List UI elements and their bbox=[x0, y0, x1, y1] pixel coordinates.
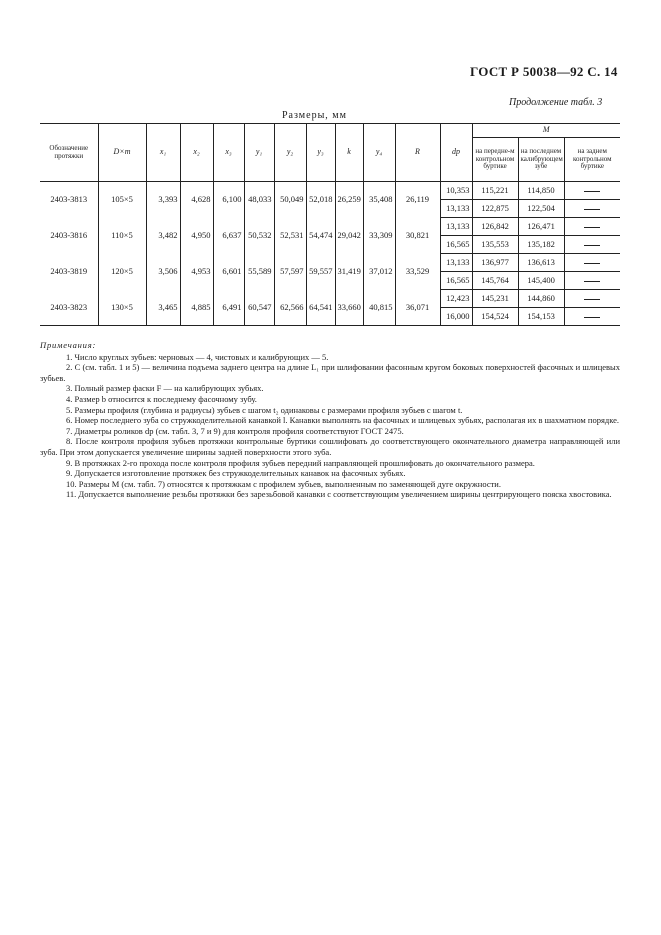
cell-dp: 12,423 bbox=[440, 290, 472, 308]
cell-dp: 16,565 bbox=[440, 236, 472, 254]
cell-dp: 16,000 bbox=[440, 308, 472, 326]
cell-m1: 145,231 bbox=[472, 290, 518, 308]
table-header-row bbox=[40, 124, 620, 138]
col-dm: D×m bbox=[98, 124, 146, 182]
note-item: 9. Допускается изготовление протяжек без стружкоделительных канавок на фасочных зубьях. bbox=[66, 468, 406, 479]
cell-dp: 13,133 bbox=[440, 200, 472, 218]
cell-m1: 126,842 bbox=[472, 218, 518, 236]
cell-r: 26,119 bbox=[395, 182, 440, 218]
col-m-front-collar: на передне-м контрольном буртике bbox=[472, 138, 518, 182]
cell-dp: 10,353 bbox=[440, 182, 472, 200]
cell-x2: 4,950 bbox=[180, 218, 213, 254]
col-dp: dp bbox=[440, 124, 472, 182]
cell-m1: 135,553 bbox=[472, 236, 518, 254]
table-continuation-label: Продолжение табл. 3 bbox=[509, 97, 603, 108]
cell-y2: 50,049 bbox=[274, 182, 306, 218]
cell-y3: 52,018 bbox=[306, 182, 335, 218]
cell-dp: 13,133 bbox=[440, 254, 472, 272]
dash-mark bbox=[584, 317, 600, 318]
cell-m1: 154,524 bbox=[472, 308, 518, 326]
cell-k: 31,419 bbox=[335, 254, 363, 290]
cell-y3: 64,541 bbox=[306, 290, 335, 326]
col-k: k bbox=[335, 124, 363, 182]
dash-mark bbox=[584, 281, 600, 282]
col-x3: x₃ bbox=[213, 124, 244, 182]
cell-r: 36,071 bbox=[395, 290, 440, 326]
cell-y2: 52,531 bbox=[274, 218, 306, 254]
dimensions-caption: Размеры, мм bbox=[282, 110, 347, 121]
note-item: 11. Допускается выполнение резьбы протяжки без зарезьбовой канавки с соответствующим увеличением ширины центрирующего пояска хвостовика. bbox=[66, 489, 612, 500]
cell-m2: 114,850 bbox=[518, 182, 564, 200]
note-item: 7. Диаметры роликов dp (см. табл. 3, 7 и 9) для контроля профиля соответствуют ГОСТ 2475. bbox=[66, 425, 404, 436]
cell-m2: 122,504 bbox=[518, 200, 564, 218]
note-item: 4. Размер b относится к последнему фасочному зубу. bbox=[66, 393, 257, 404]
col-y1: y₁ bbox=[244, 124, 274, 182]
cell-x2: 4,885 bbox=[180, 290, 213, 326]
dash-mark bbox=[584, 245, 600, 246]
col-r: R bbox=[395, 124, 440, 182]
cell-x1: 3,506 bbox=[146, 254, 180, 290]
cell-m3 bbox=[564, 308, 620, 326]
cell-designation: 2403-3823 bbox=[40, 290, 98, 326]
cell-x3: 6,100 bbox=[213, 182, 244, 218]
table-row bbox=[40, 218, 620, 236]
cell-m1: 122,875 bbox=[472, 200, 518, 218]
note-item: 8. После контроля профиля зубьев протяжки контрольные буртики сошлифовать до соответствующего окончательного диаметра направляющей или зуба. При этом допускается увеличение ширины задней поверхности этого зуба. bbox=[40, 436, 620, 457]
cell-y3: 54,474 bbox=[306, 218, 335, 254]
cell-dm: 120×5 bbox=[98, 254, 146, 290]
cell-k: 33,660 bbox=[335, 290, 363, 326]
cell-m2: 126,471 bbox=[518, 218, 564, 236]
cell-y4: 33,309 bbox=[363, 218, 395, 254]
cell-y2: 57,597 bbox=[274, 254, 306, 290]
col-m-rear-collar: на заднем контрольном буртике bbox=[564, 138, 620, 182]
cell-m3 bbox=[564, 272, 620, 290]
cell-y2: 62,566 bbox=[274, 290, 306, 326]
cell-y1: 48,033 bbox=[244, 182, 274, 218]
dimensions-table bbox=[40, 123, 620, 326]
table-row bbox=[40, 254, 620, 272]
cell-y1: 55,589 bbox=[244, 254, 274, 290]
cell-x3: 6,601 bbox=[213, 254, 244, 290]
cell-y1: 50,532 bbox=[244, 218, 274, 254]
col-y3: y₃ bbox=[306, 124, 335, 182]
cell-y4: 35,408 bbox=[363, 182, 395, 218]
note-item: 3. Полный размер фаски F — на калибрующих зубьях. bbox=[66, 383, 264, 394]
table-row bbox=[40, 182, 620, 200]
cell-m2: 154,153 bbox=[518, 308, 564, 326]
note-item: 6. Номер последнего зуба со стружкоделительной канавкой l. Канавки выполнять на фасочных и шлицевых зубьях, располагая их в шахматном порядке. bbox=[66, 415, 620, 426]
cell-m3 bbox=[564, 218, 620, 236]
cell-dp: 13,133 bbox=[440, 218, 472, 236]
cell-m3 bbox=[564, 254, 620, 272]
cell-m3 bbox=[564, 182, 620, 200]
dash-mark bbox=[584, 209, 600, 210]
note-item: 10. Размеры M (см. табл. 7) относятся к протяжкам с профилем зубьев, выполненным по заменяющей дуге окружности. bbox=[66, 478, 501, 489]
col-designation: Обозначение протяжки bbox=[40, 124, 98, 182]
cell-designation: 2403-3816 bbox=[50, 230, 88, 241]
cell-designation: 2403-3813 bbox=[50, 194, 88, 205]
page-header: ГОСТ Р 50038—92 С. 14 bbox=[470, 64, 618, 79]
dash-mark bbox=[584, 263, 600, 264]
notes-section bbox=[40, 340, 620, 500]
dash-mark bbox=[584, 191, 600, 192]
dash-mark bbox=[584, 227, 600, 228]
dash-mark bbox=[584, 299, 600, 300]
cell-r: 33,529 bbox=[395, 254, 440, 290]
cell-k: 26,259 bbox=[335, 182, 363, 218]
cell-m2: 135,182 bbox=[518, 236, 564, 254]
note-item: 5. Размеры профиля (глубина и радиусы) зубьев с шагом t₂ одинаковы с размерами профиля зубьев с шагом t. bbox=[66, 404, 463, 415]
col-x1: x₁ bbox=[146, 124, 180, 182]
cell-designation: 2403-3819 bbox=[50, 266, 88, 277]
cell-m1: 136,977 bbox=[472, 254, 518, 272]
note-item: 2. C (см. табл. 1 и 5) — величина подъема заднего центра на длине L₁ при шлифовании фасонным кругом боковых поверхностей фасочных и шлицевых зубьев. bbox=[40, 362, 620, 383]
cell-m3 bbox=[564, 200, 620, 218]
note-item: 9. В протяжках 2-го прохода после контроля профиля зубьев передний направляющей прошлифовать до окончательного размера. bbox=[66, 457, 535, 468]
col-m: M bbox=[472, 124, 620, 138]
cell-y1: 60,547 bbox=[244, 290, 274, 326]
cell-x3: 6,637 bbox=[213, 218, 244, 254]
cell-m2: 145,400 bbox=[518, 272, 564, 290]
cell-dp: 16,565 bbox=[440, 272, 472, 290]
cell-m1: 115,221 bbox=[472, 182, 518, 200]
cell-x2: 4,953 bbox=[180, 254, 213, 290]
cell-m3 bbox=[564, 236, 620, 254]
cell-r: 30,821 bbox=[395, 218, 440, 254]
note-item: 1. Число круглых зубьев: черновых — 4, чистовых и калибрующих — 5. bbox=[66, 351, 329, 362]
col-y2: y₂ bbox=[274, 124, 306, 182]
cell-m1: 145,764 bbox=[472, 272, 518, 290]
col-y4: y₄ bbox=[363, 124, 395, 182]
cell-x2: 4,628 bbox=[180, 182, 213, 218]
cell-x1: 3,465 bbox=[146, 290, 180, 326]
cell-m2: 136,613 bbox=[518, 254, 564, 272]
table-row bbox=[40, 290, 620, 308]
cell-dm: 105×5 bbox=[98, 182, 146, 218]
cell-x1: 3,482 bbox=[146, 218, 180, 254]
cell-m2: 144,860 bbox=[518, 290, 564, 308]
cell-dm: 130×5 bbox=[98, 290, 146, 326]
cell-y3: 59,557 bbox=[306, 254, 335, 290]
cell-x3: 6,491 bbox=[213, 290, 244, 326]
cell-m3 bbox=[564, 290, 620, 308]
cell-y4: 40,815 bbox=[363, 290, 395, 326]
cell-k: 29,042 bbox=[335, 218, 363, 254]
col-m-last-tooth: на последнем калибрующем зубе bbox=[518, 138, 564, 182]
cell-x1: 3,393 bbox=[146, 182, 180, 218]
cell-dm: 110×5 bbox=[98, 218, 146, 254]
cell-y4: 37,012 bbox=[363, 254, 395, 290]
notes-title: Примечания: bbox=[40, 340, 97, 350]
col-x2: x₂ bbox=[180, 124, 213, 182]
